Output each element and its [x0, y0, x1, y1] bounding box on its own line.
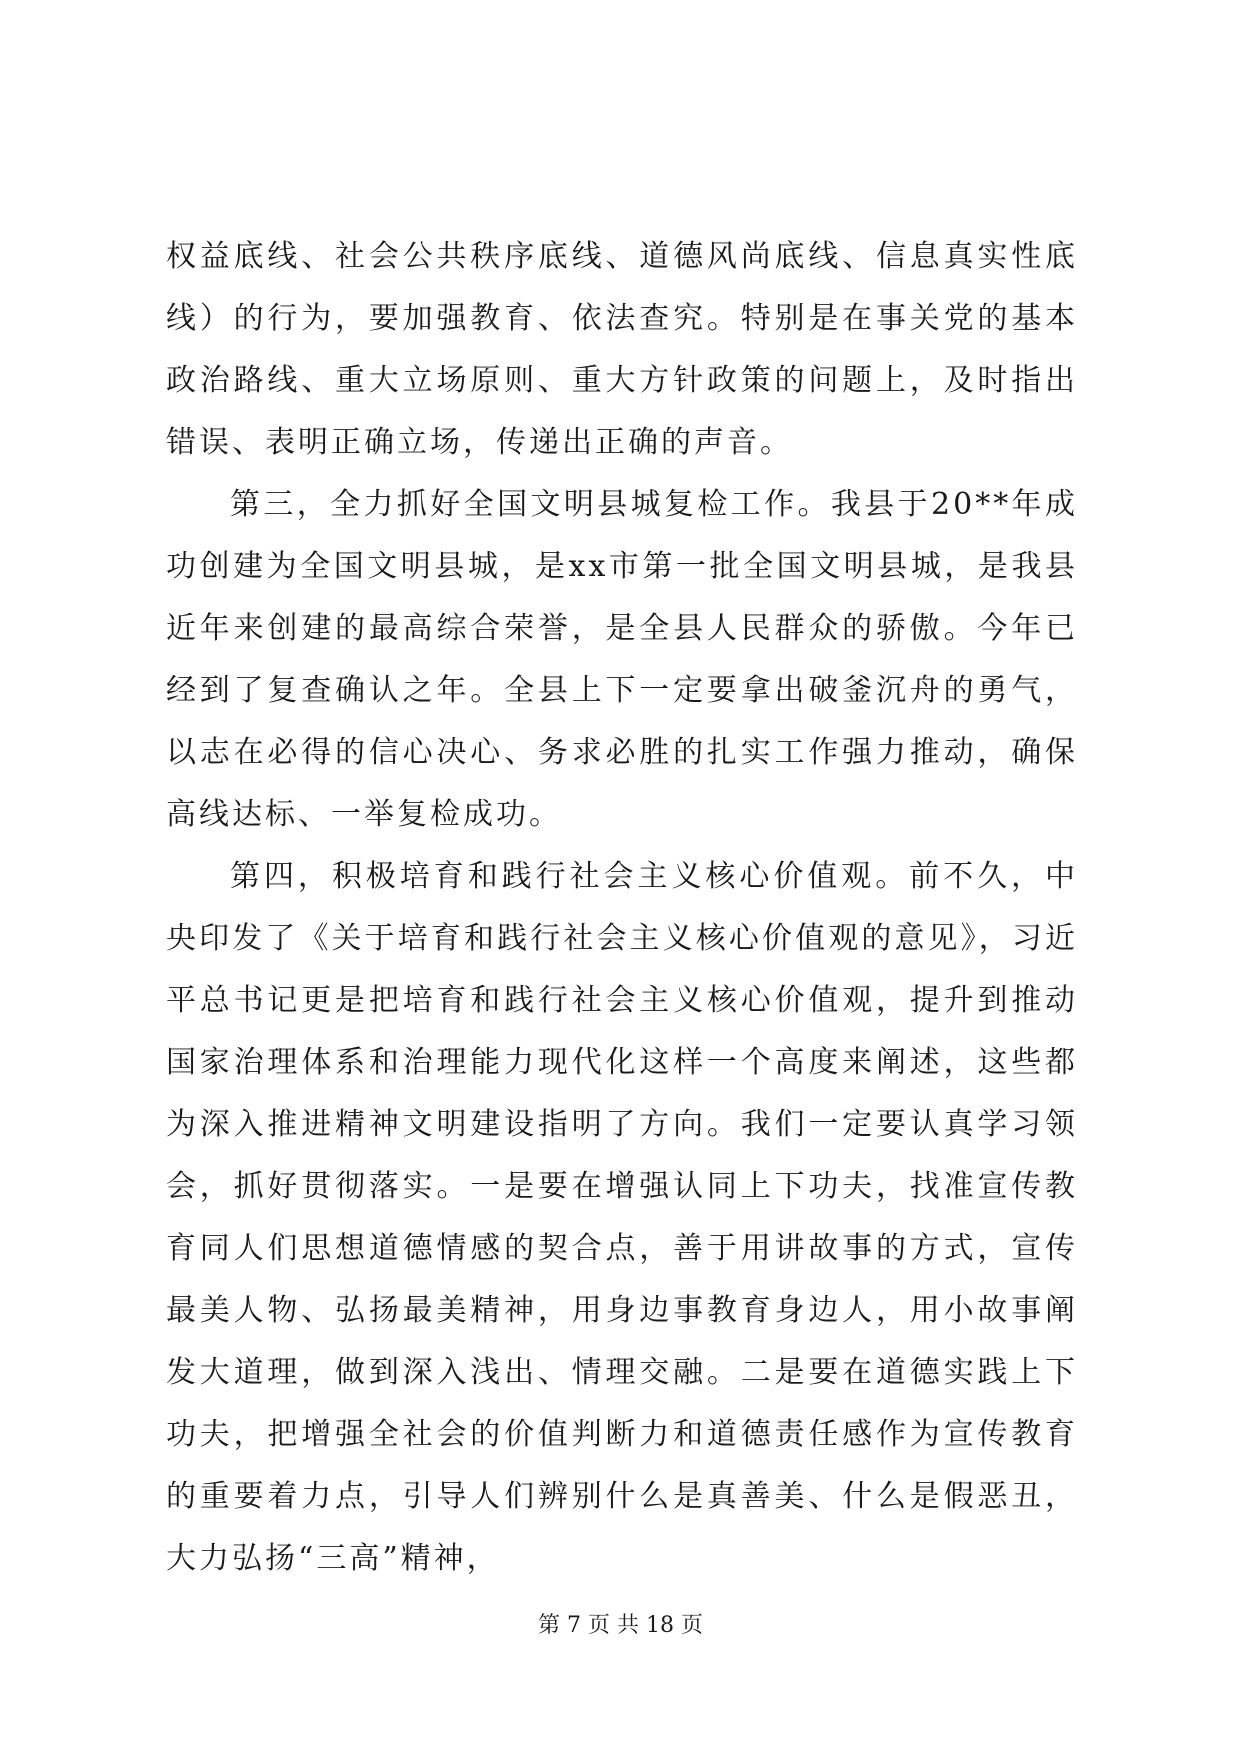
document-body: [166, 226, 1078, 1590]
paragraph-fourth-point: 第四，积极培育和践行社会主义核心价值观。前不久，中央印发了《关于培育和践行社会主义核心价值观的意见》，习近平总书记更是把培育和践行社会主义核心价值观，提升到推动国家治理体系和治理能力现代化这样一个高度来阐述，这些都为深入推进精神文明建设指明了方向。我们一定要认真学习领会，抓好贯彻落实。一是要在增强认同上下功夫，找准宣传教育同人们思想道德情感的契合点，善于用讲故事的方式，宣传最美人物、弘扬最美精神，用身边事教育身边人，用小故事阐发大道理，做到深入浅出、情理交融。二是要在道德实践上下功夫，把增强全社会的价值判断力和道德责任感作为宣传教育的重要着力点，引导人们辨别什么是真善美、什么是假恶丑，大力弘扬“三高”精神，: [166, 859, 1078, 1576]
paragraph-third-point: 第三，全力抓好全国文明县城复检工作。我县于20**年成功创建为全国文明县城，是xx市第一批全国文明县城，是我县近年来创建的最高综合荣誉，是全县人民群众的骄傲。今年已经到了复查确认之年。全县上下一定要拿出破釜沉舟的勇气，以志在必得的信心决心、务求必胜的扎实工作强力推动，确保高线达标、一举复检成功。: [166, 487, 1078, 832]
page-footer: 第 7 页 共 18 页: [538, 1613, 703, 1638]
paragraph-continued: 权益底线、社会公共秩序底线、道德风尚底线、信息真实性底线）的行为，要加强教育、依法查究。特别是在事关党的基本政治路线、重大立场原则、重大方针政策的问题上，及时指出错误、表明正确立场，传递出正确的声音。: [166, 239, 1078, 460]
